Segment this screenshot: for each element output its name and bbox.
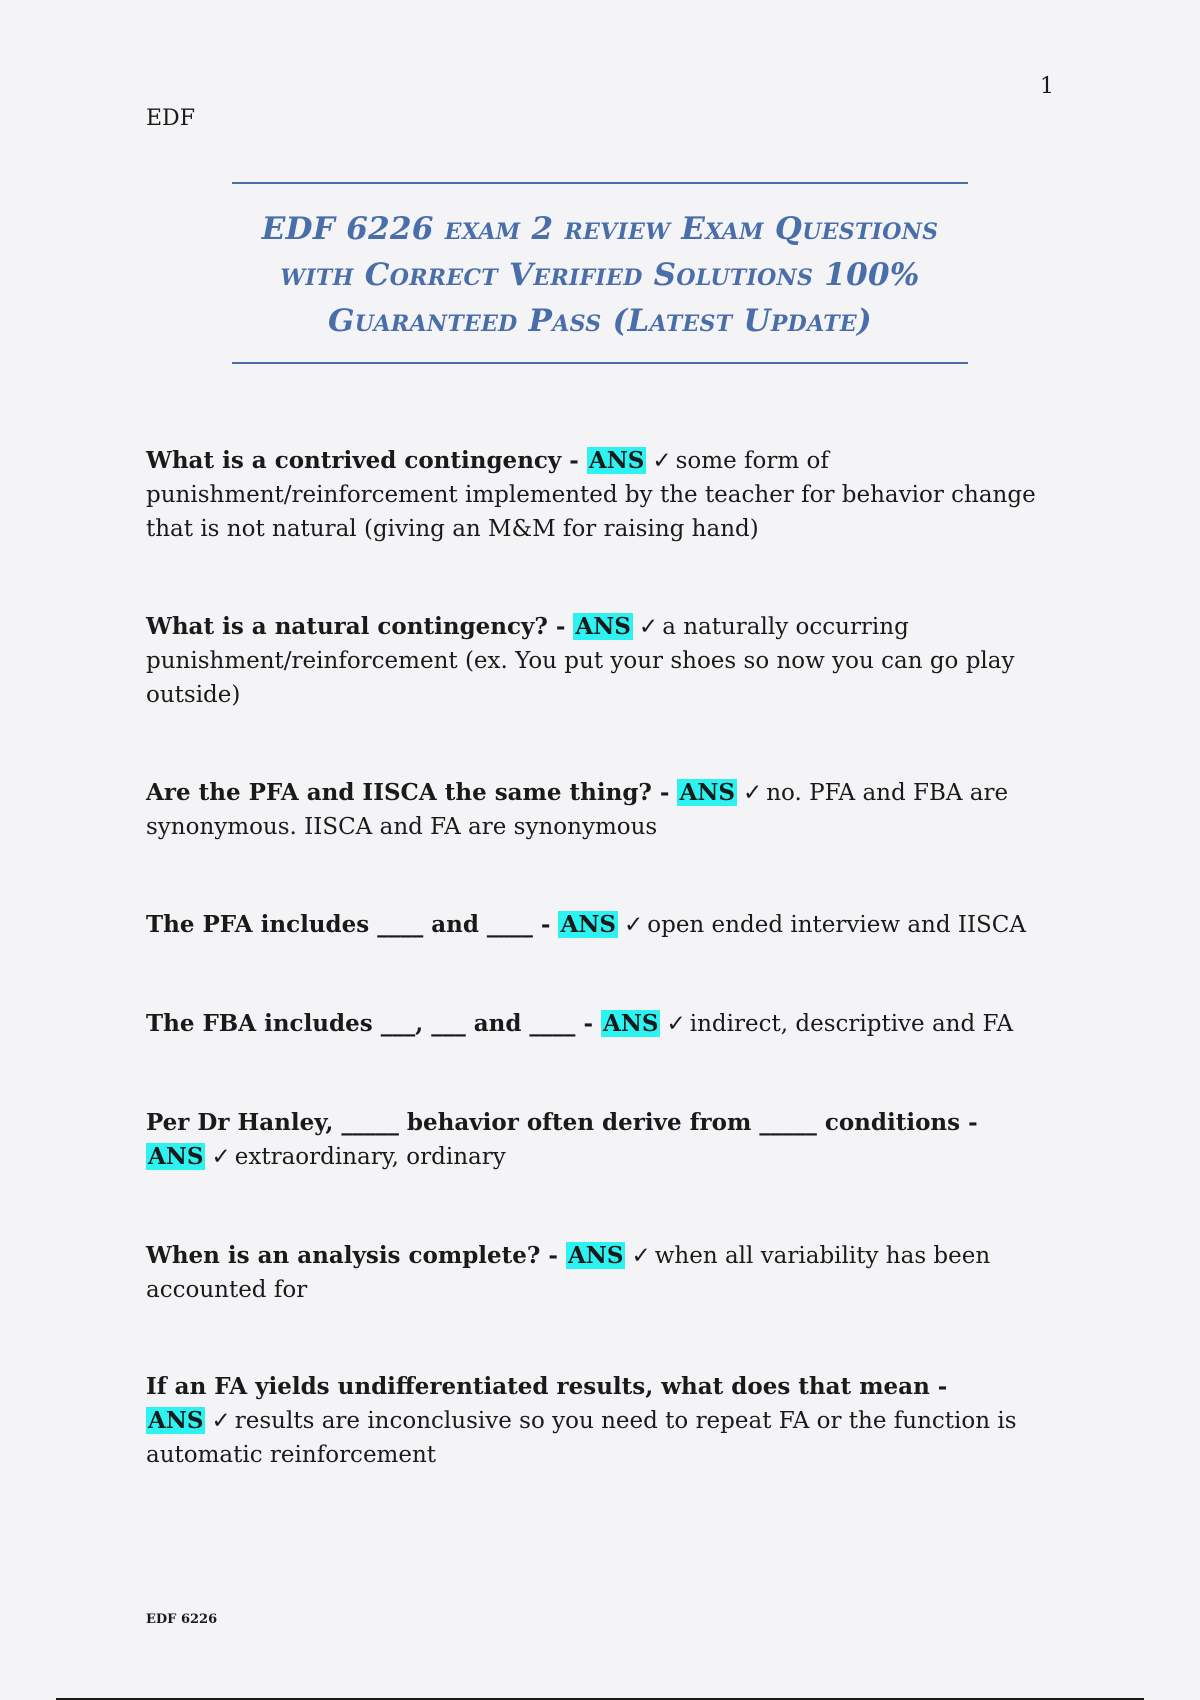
answer-text: extraordinary, ordinary [234,1144,506,1170]
qa-item [146,610,1066,712]
question-text: The FBA includes ___, ___ and ____ - [146,1010,601,1037]
page-number: 1 [1040,74,1054,99]
title-line-1: EDF 6226 exam 2 review Exam Questions [261,211,939,247]
answer-marker: ANS [575,613,631,640]
question-text: Are the PFA and IISCA the same thing? - [146,779,678,806]
answer-marker: ANS [148,1143,204,1170]
answer-marker: ANS [603,1010,659,1037]
qa-item [146,444,1066,546]
qa-item [146,1239,1066,1307]
question-text: Per Dr Hanley, _____ behavior often derive from _____ conditions - [146,1109,978,1136]
check-icon: ✓ [211,1408,231,1434]
answer-text: indirect, descriptive and FA [689,1011,1014,1037]
title-line-3: Guaranteed Pass (Latest Update) [328,303,872,339]
title-block [232,182,968,364]
qa-item [146,776,1066,844]
qa-item [146,908,1066,942]
qa-item [146,1007,1066,1041]
page-footer: EDF 6226 [146,1612,218,1627]
answer-text: when all variability has been accounted for [146,1243,991,1303]
check-icon: ✓ [666,1011,686,1037]
check-icon: ✓ [652,448,672,474]
qa-item [146,1370,1066,1472]
question-text: What is a contrived contingency - [146,447,587,474]
answer-text: some form of punishment/reinforcement implemented by the teacher for behavior change that is not natural (giving an M&M for raising hand) [146,448,1036,542]
check-icon: ✓ [631,1243,651,1269]
answer-marker: ANS [567,1242,624,1269]
answer-marker: ANS [588,447,645,474]
question-text: If an FA yields undifferentiated results, what does that mean - [146,1373,948,1400]
check-icon: ✓ [742,780,763,806]
check-icon: ✓ [638,614,659,640]
question-text: What is a natural contingency? - [146,613,574,640]
check-icon: ✓ [211,1144,231,1170]
answer-marker: ANS [148,1407,204,1434]
qa-item [146,1106,1066,1174]
question-text: The PFA includes ____ and ____ - [146,911,559,938]
answer-text: no. PFA and FBA are synonymous. IISCA and FA are synonymous [146,780,1009,840]
title-line-2: with Correct Verified Solutions 100% [280,257,920,293]
answer-text: a naturally occurring punishment/reinforcement (ex. You put your shoes so now you can go play outside) [146,614,1015,708]
answer-marker: ANS [560,911,616,938]
question-text: When is an analysis complete? - [146,1242,566,1269]
answer-marker: ANS [679,779,735,806]
check-icon: ✓ [623,912,644,938]
answer-text: results are inconclusive so you need to repeat FA or the function is automatic reinforcement [146,1408,1017,1468]
answer-text: open ended interview and IISCA [647,912,1027,938]
page-header: EDF [146,106,195,131]
